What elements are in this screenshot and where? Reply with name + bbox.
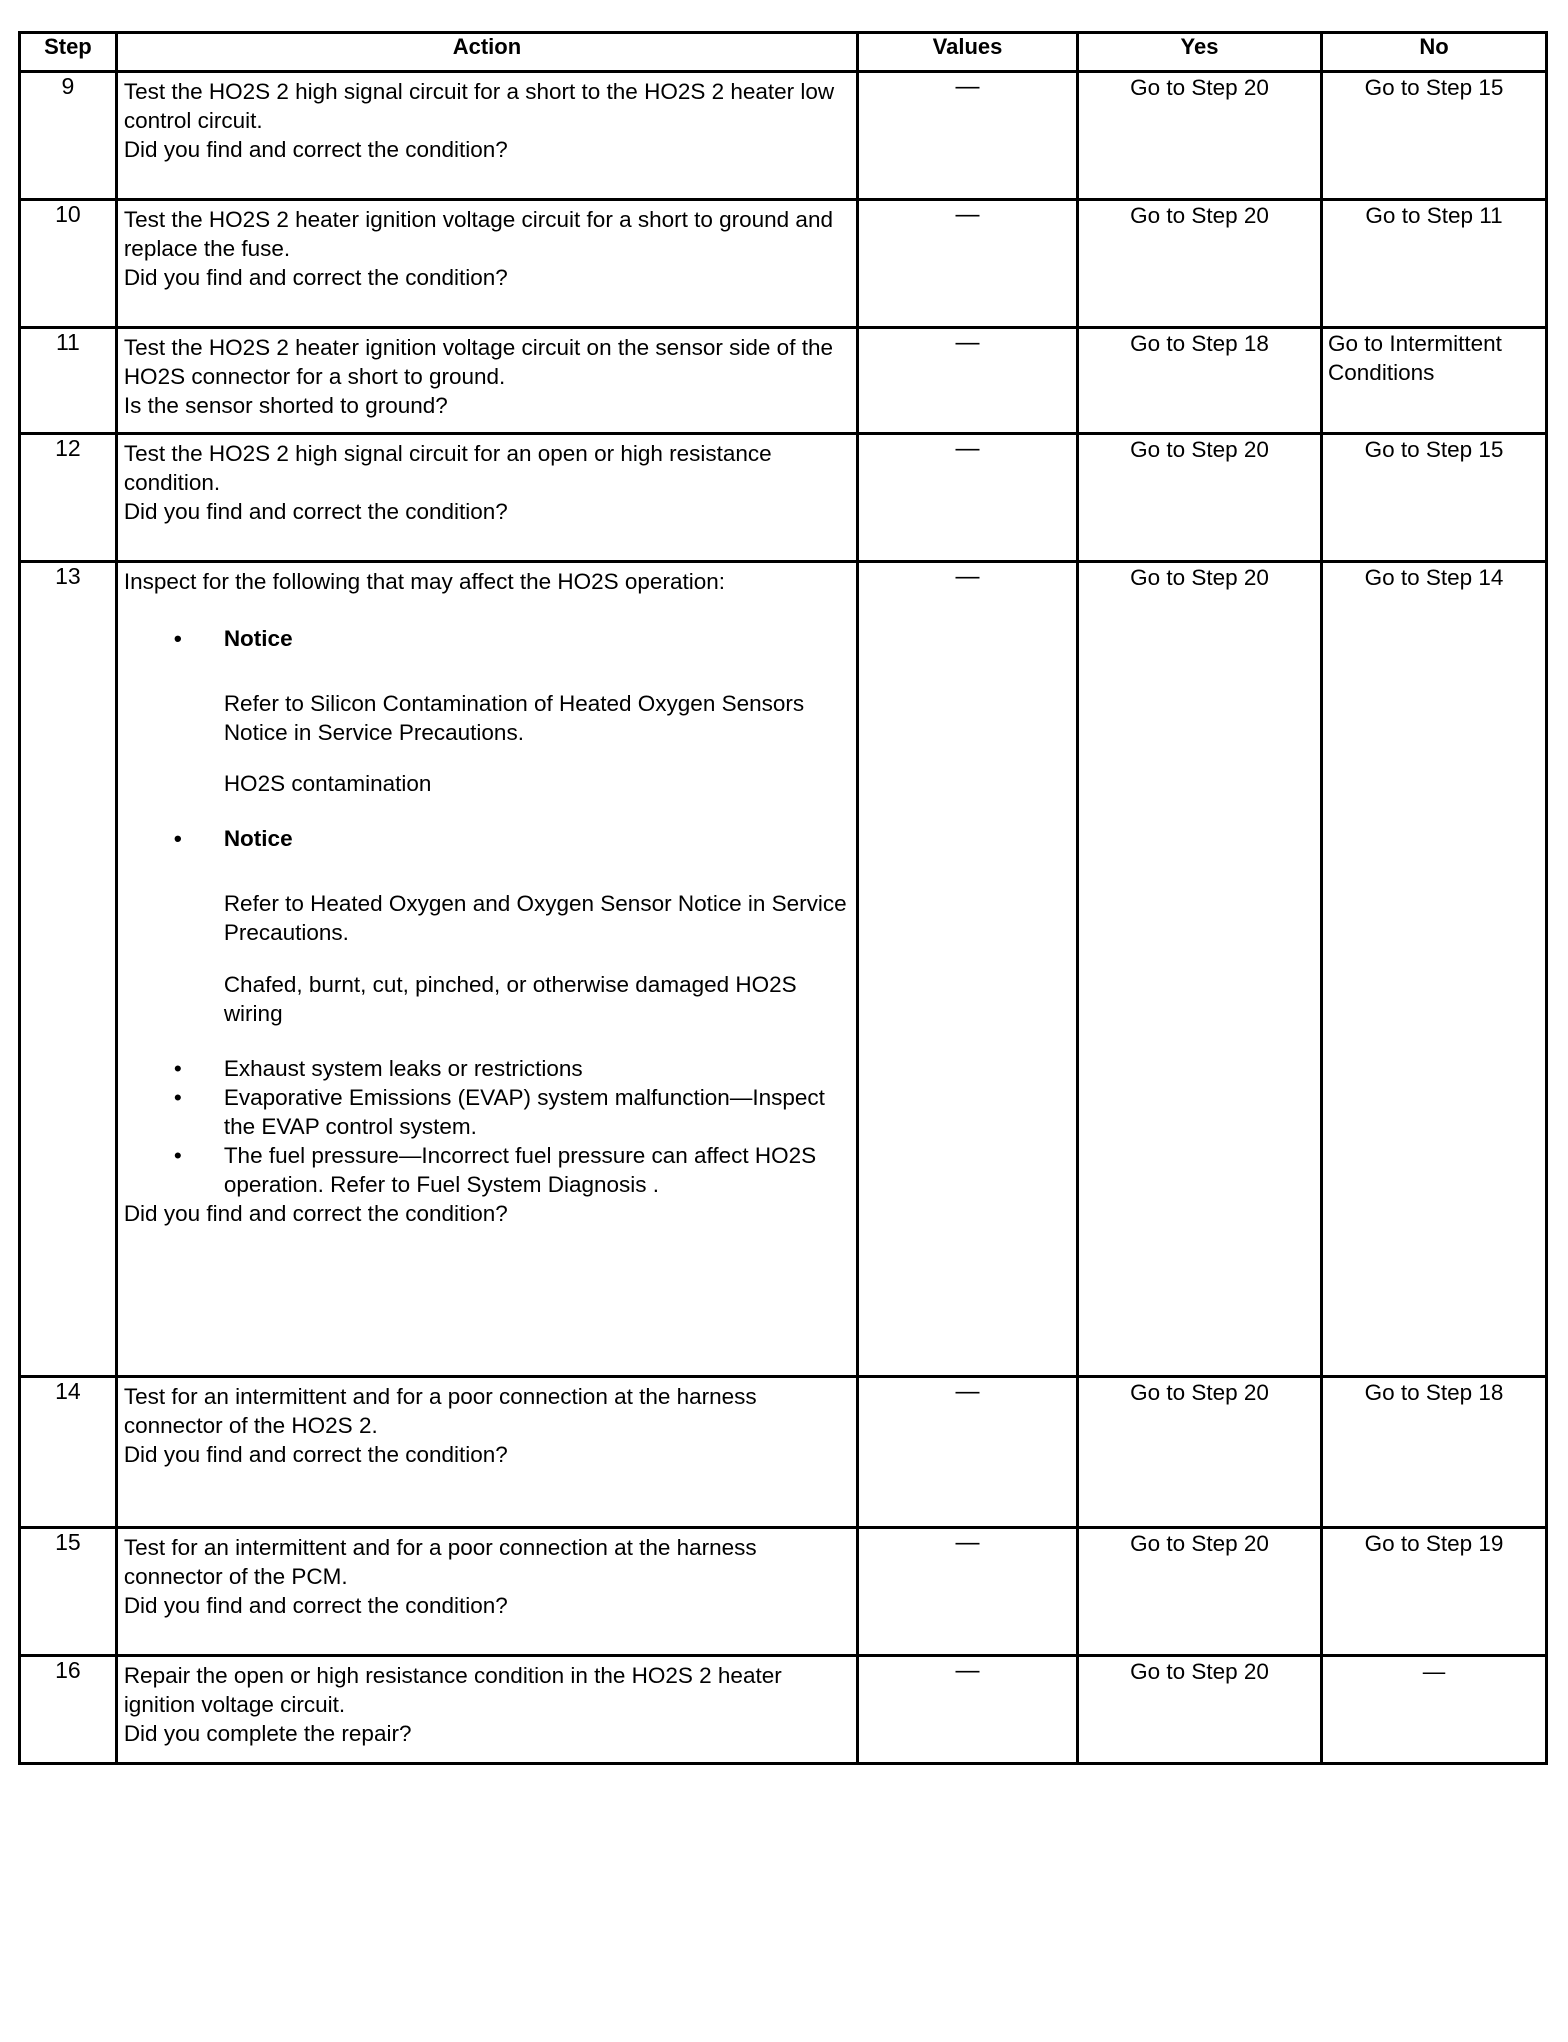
list-item: • Exhaust system leaks or restrictions <box>173 1056 583 1081</box>
step-number: 10 <box>20 200 117 328</box>
no-link[interactable]: Go to Step 18 <box>1364 1380 1504 1405</box>
no-link[interactable]: Go to Step 15 <box>1364 75 1504 100</box>
notice-label: Notice <box>223 626 293 651</box>
action-cell <box>116 434 857 562</box>
values-cell: — <box>858 562 1078 1377</box>
yes-link[interactable]: Go to Step 20 <box>1130 75 1269 100</box>
notice-text: Refer to Heated Oxygen and Oxygen Sensor Notice in Service Precautions. <box>223 891 847 945</box>
inspect-item: Chafed, burnt, cut, pinched, or otherwise damaged HO2S wiring <box>223 972 797 1026</box>
yes-cell <box>1077 562 1321 1377</box>
action-question: Did you complete the repair? <box>123 1721 412 1746</box>
table-row <box>20 1528 1547 1656</box>
notice-label: Notice <box>223 826 293 851</box>
no-cell <box>1322 562 1547 1377</box>
action-question: Did you find and correct the condition? <box>123 1201 508 1226</box>
yes-cell <box>1077 1528 1321 1656</box>
bullet-icon: • <box>173 1056 182 1081</box>
no-cell <box>1322 1656 1547 1764</box>
no-link: — <box>1422 1659 1446 1684</box>
table-row <box>20 328 1547 434</box>
step-number: 11 <box>20 328 117 434</box>
yes-cell <box>1077 1377 1321 1528</box>
yes-cell <box>1077 200 1321 328</box>
notice-list <box>124 624 848 653</box>
bullet-icon: • <box>173 1085 182 1110</box>
header-yes: Yes <box>1077 33 1321 72</box>
header-row <box>20 33 1547 72</box>
header-step: Step <box>20 33 117 72</box>
step-number: 12 <box>20 434 117 562</box>
action-cell <box>116 72 857 200</box>
step-number: 13 <box>20 562 117 1377</box>
yes-link[interactable]: Go to Step 20 <box>1130 1659 1269 1684</box>
action-text: Test for an intermittent and for a poor connection at the harness connector of the HO2S 2. <box>123 1384 757 1438</box>
table-row <box>20 434 1547 562</box>
yes-link[interactable]: Go to Step 18 <box>1130 331 1269 356</box>
action-text: Inspect for the following that may affect the HO2S operation: <box>123 569 725 594</box>
values-cell: — <box>858 72 1078 200</box>
action-question: Did you find and correct the condition? <box>123 1442 508 1467</box>
step-number: 16 <box>20 1656 117 1764</box>
yes-cell <box>1077 434 1321 562</box>
no-cell <box>1322 328 1547 434</box>
inspect-item: HO2S contamination <box>223 771 432 796</box>
yes-link[interactable]: Go to Step 20 <box>1130 203 1269 228</box>
yes-link[interactable]: Go to Step 20 <box>1130 1380 1269 1405</box>
header-action: Action <box>116 33 857 72</box>
no-cell <box>1322 1377 1547 1528</box>
action-text: Repair the open or high resistance condition in the HO2S 2 heater ignition voltage circuit. <box>123 1663 782 1717</box>
bullet-icon: • <box>173 1143 182 1168</box>
no-link[interactable]: Go to Step 15 <box>1364 437 1504 462</box>
action-question: Did you find and correct the condition? <box>123 265 508 290</box>
action-text: Test the HO2S 2 high signal circuit for a short to the HO2S 2 heater low control circuit. <box>123 79 835 133</box>
header-values: Values <box>858 33 1078 72</box>
list-item: • Evaporative Emissions (EVAP) system malfunction—Inspect the EVAP control system. <box>173 1085 825 1139</box>
list-item: • The fuel pressure—Incorrect fuel pressure can affect HO2S operation. Refer to Fuel System Diagnosis . <box>173 1143 817 1197</box>
list-item <box>124 824 848 853</box>
table-row <box>20 72 1547 200</box>
action-cell <box>116 1377 857 1528</box>
action-cell <box>116 1528 857 1656</box>
bullet-icon: • <box>173 626 182 651</box>
action-cell <box>116 200 857 328</box>
bullet-icon: • <box>173 826 182 851</box>
action-cell <box>116 328 857 434</box>
yes-cell <box>1077 1656 1321 1764</box>
action-text: Test for an intermittent and for a poor connection at the harness connector of the PCM. <box>123 1535 757 1589</box>
values-cell: — <box>858 434 1078 562</box>
table-row <box>20 200 1547 328</box>
values-cell: — <box>858 200 1078 328</box>
action-question: Did you find and correct the condition? <box>123 137 508 162</box>
action-text: Test the HO2S 2 heater ignition voltage circuit for a short to ground and replace the fuse. <box>123 207 833 261</box>
action-question: Did you find and correct the condition? <box>123 499 508 524</box>
no-cell <box>1322 200 1547 328</box>
values-cell: — <box>858 1377 1078 1528</box>
header-no: No <box>1322 33 1547 72</box>
yes-link[interactable]: Go to Step 20 <box>1130 437 1269 462</box>
notice-text: Refer to Silicon Contamination of Heated Oxygen Sensors Notice in Service Precautions. <box>223 691 805 745</box>
action-question: Did you find and correct the condition? <box>123 1593 508 1618</box>
values-cell: — <box>858 1656 1078 1764</box>
table-row <box>20 1656 1547 1764</box>
action-cell <box>116 562 857 1377</box>
no-cell <box>1322 434 1547 562</box>
yes-link[interactable]: Go to Step 20 <box>1130 565 1269 590</box>
action-text: Test the HO2S 2 high signal circuit for an open or high resistance condition. <box>123 441 772 495</box>
notice-list <box>124 824 848 853</box>
no-cell <box>1322 72 1547 200</box>
no-link[interactable]: Go to Step 11 <box>1365 203 1503 228</box>
inspect-bullets <box>124 1054 848 1199</box>
step-number: 9 <box>20 72 117 200</box>
action-question: Is the sensor shorted to ground? <box>123 393 448 418</box>
diagnostic-table <box>18 31 1548 1765</box>
no-link[interactable]: Go to Step 14 <box>1364 565 1504 590</box>
step-number: 14 <box>20 1377 117 1528</box>
action-text: Test the HO2S 2 heater ignition voltage circuit on the sensor side of the HO2S connector for a short to ground. <box>123 335 833 389</box>
action-cell <box>116 1656 857 1764</box>
values-cell: — <box>858 328 1078 434</box>
list-item <box>124 624 848 653</box>
no-link[interactable]: Go to Intermittent Conditions <box>1328 331 1502 385</box>
yes-cell <box>1077 72 1321 200</box>
table-row <box>20 562 1547 1377</box>
no-link[interactable]: Go to Step 19 <box>1364 1531 1504 1556</box>
step-number: 15 <box>20 1528 117 1656</box>
values-cell: — <box>858 1528 1078 1656</box>
table-row <box>20 1377 1547 1528</box>
no-cell <box>1322 1528 1547 1656</box>
yes-cell <box>1077 328 1321 434</box>
yes-link[interactable]: Go to Step 20 <box>1130 1531 1269 1556</box>
